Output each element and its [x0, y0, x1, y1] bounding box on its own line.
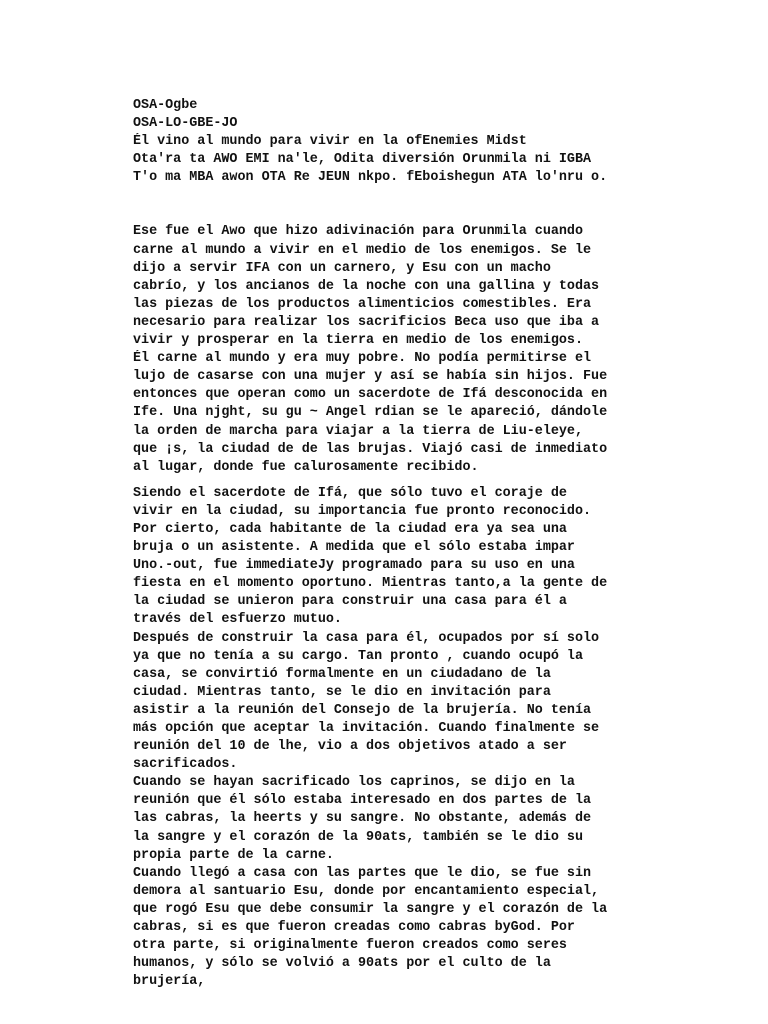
text-line: dijo a servir IFA con un carnero, y Esu con un macho — [133, 260, 551, 276]
text-line: sacrificados. — [133, 757, 238, 773]
text-line: Él carne al mundo y era muy pobre. No podía permitirse el — [133, 351, 592, 367]
text-line: ya que no tenía a su cargo. Tan pronto , cuando ocupó la — [133, 648, 583, 664]
text-line: humanos, y sólo se volvió a 90ats por el culto de la — [133, 956, 551, 972]
text-line: asistir a la reunión del Consejo de la brujería. No tenía — [133, 702, 592, 718]
text-line: ciudad. Mientras tanto, se le dio en invitación para — [133, 684, 551, 700]
text-line: Cuando se hayan sacrificado los caprinos, se dijo en la — [133, 775, 575, 791]
text-line: cabrío, y los ancianos de la noche con una gallina y todas — [133, 278, 600, 294]
text-line: carne al mundo a vivir en el medio de los enemigos. Se le — [133, 242, 592, 258]
text-line: vivir y prosperar en la tierra en medio de los enemigos. — [133, 333, 583, 349]
text-line: Cuando llegó a casa con las partes que le dio, se fue sin — [133, 865, 592, 881]
text-line: casa, se convirtió formalmente en un ciudadano de la — [133, 666, 551, 682]
text-line: la orden de marcha para viajar a la tierra de Liu-eleye, — [133, 423, 583, 439]
header-spacer — [133, 187, 743, 223]
text-line: bruja o un asistente. A medida que el sólo estaba impar — [133, 540, 575, 556]
text-line: cabras, si es que fueron creadas como cabras byGod. Por — [133, 920, 575, 936]
header-line: Él vino al mundo para vivir en la ofEnemies Midst — [133, 134, 527, 150]
text-line: propia parte de la carne. — [133, 847, 334, 863]
text-line: Por cierto, cada habitante de la ciudad era ya sea una — [133, 521, 567, 537]
paragraph-spacer — [133, 477, 743, 485]
text-line: reunión que él sólo estaba interesado en dos partes de la — [133, 793, 592, 809]
text-line: las cabras, la heerts y su sangre. No obstante, además de — [133, 811, 592, 827]
text-line: necesario para realizar los sacrificios Beca uso que iba a — [133, 314, 600, 330]
text-line: las piezas de los productos alimenticios comestibles. Era — [133, 296, 592, 312]
paragraph-2 — [133, 485, 743, 992]
text-line: que ¡s, la ciudad de de las brujas. Viajó casi de inmediato — [133, 441, 608, 457]
text-line: vivir en la ciudad, su importancia fue pronto reconocido. — [133, 503, 592, 519]
text-line: Siendo el sacerdote de Ifá, que sólo tuvo el coraje de — [133, 485, 567, 501]
text-line: la sangre y el corazón de la 90ats, también se le dio su — [133, 829, 583, 845]
text-line: brujería, — [133, 974, 206, 990]
text-line: entonces que operan como un sacerdote de Ifá desconocida en — [133, 387, 608, 403]
header-line-title: OSA-Ogbe — [133, 98, 198, 113]
document-header — [133, 97, 743, 187]
text-line: Después de construir la casa para él, ocupados por sí solo — [133, 630, 600, 646]
text-line: Uno.-out, fue immediateJy programado para su uso en una — [133, 558, 575, 574]
text-line: otra parte, si originalmente fueron creados como seres — [133, 938, 567, 954]
text-line: Ese fue el Awo que hizo adivinación para Orunmila cuando — [133, 224, 583, 240]
text-line: al lugar, donde fue calurosamente recibido. — [133, 459, 479, 475]
text-line: más opción que aceptar la invitación. Cuando finalmente se — [133, 721, 600, 736]
text-line: Ife. Una njght, su gu ~ Angel rdian se le apareció, dándole — [133, 405, 608, 421]
paragraph-1 — [133, 223, 743, 476]
header-line: Ota'ra ta AWO EMI na'le, Odita diversión Orunmila ni IGBA — [133, 152, 592, 168]
text-line: demora al santuario Esu, donde por encantamiento especial, — [133, 883, 600, 899]
text-line: que rogó Esu que debe consumir la sangre y el corazón de la — [133, 901, 608, 917]
document-page — [133, 97, 743, 991]
text-line: la ciudad se unieron para construir una casa para él a — [133, 594, 567, 610]
header-line: T'o ma MBA awon OTA Re JEUN nkpo. fEboishegun ATA lo'nru o. — [133, 170, 608, 186]
text-line: reunión del 10 de lhe, vio a dos objetivos atado a ser — [133, 739, 567, 755]
header-line-subtitle: OSA-LO-GBE-JO — [133, 116, 238, 132]
text-line: fiesta en el momento oportuno. Mientras tanto,a la gente de — [133, 576, 608, 592]
text-line: lujo de casarse con una mujer y así se había sin hijos. Fue — [133, 369, 608, 385]
text-line: través del esfuerzo mutuo. — [133, 612, 342, 628]
